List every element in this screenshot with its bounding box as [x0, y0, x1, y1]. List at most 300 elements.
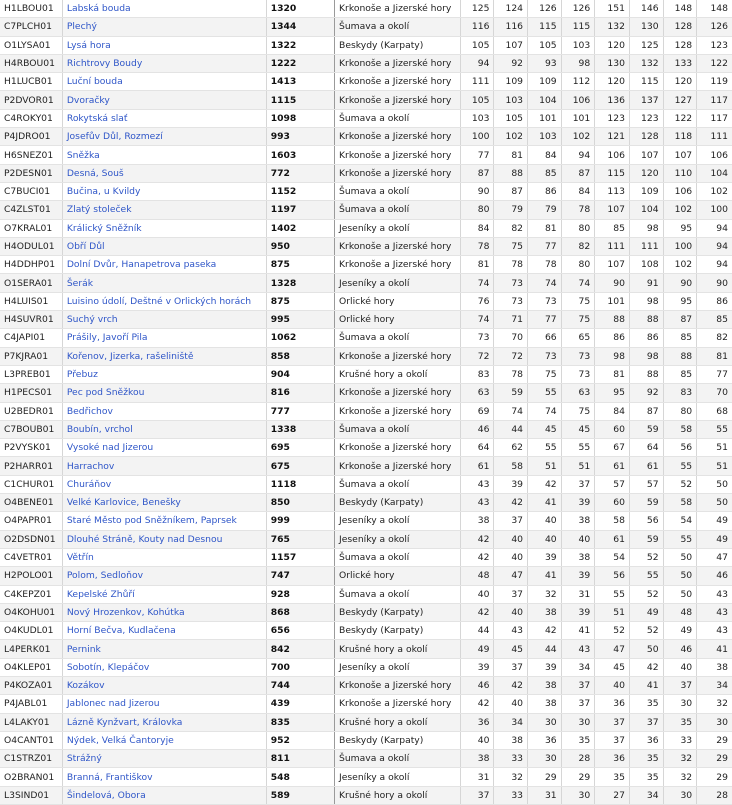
value-cell: 43 [561, 640, 595, 658]
value-cell: 37 [460, 786, 494, 804]
station-region: Šumava a okolí [335, 475, 461, 493]
value-cell: 49 [697, 512, 732, 530]
value-cell: 37 [561, 695, 595, 713]
station-code: P4JABL01 [0, 695, 62, 713]
station-altitude: 1152 [266, 182, 334, 200]
value-cell: 73 [494, 292, 528, 310]
value-cell: 52 [663, 475, 697, 493]
value-cell: 45 [494, 640, 528, 658]
value-cell: 50 [663, 548, 697, 566]
value-cell: 81 [460, 256, 494, 274]
value-cell: 28 [561, 750, 595, 768]
station-code: O4KUDL01 [0, 622, 62, 640]
value-cell: 56 [663, 439, 697, 457]
station-region: Beskydy (Karpaty) [335, 731, 461, 749]
station-name-link[interactable]: Pec pod Sněžkou [62, 384, 266, 402]
station-name-link[interactable]: Churáňov [62, 475, 266, 493]
value-cell: 70 [494, 329, 528, 347]
station-name-link[interactable]: Desná, Souš [62, 164, 266, 182]
value-cell: 39 [561, 494, 595, 512]
value-cell: 51 [697, 457, 732, 475]
value-cell: 41 [561, 622, 595, 640]
station-name-link[interactable]: Kořenov, Jizerka, rašeliniště [62, 347, 266, 365]
value-cell: 100 [697, 201, 732, 219]
value-cell: 44 [528, 640, 562, 658]
station-altitude: 993 [266, 128, 334, 146]
value-cell: 51 [697, 439, 732, 457]
station-region: Krušné hory a okolí [335, 640, 461, 658]
value-cell: 86 [629, 329, 663, 347]
value-cell: 42 [629, 658, 663, 676]
value-cell: 38 [528, 676, 562, 694]
value-cell: 50 [629, 640, 663, 658]
station-name-link[interactable]: Bedřichov [62, 402, 266, 420]
station-name-link[interactable]: Velké Karlovice, Benešky [62, 494, 266, 512]
value-cell: 42 [460, 530, 494, 548]
value-cell: 48 [663, 603, 697, 621]
value-cell: 43 [697, 622, 732, 640]
station-name-link[interactable]: Josefův Důl, Rozmezí [62, 128, 266, 146]
table-row [0, 54, 732, 72]
value-cell: 50 [697, 494, 732, 512]
station-name-link[interactable]: Polom, Sedloňov [62, 567, 266, 585]
station-name-link[interactable]: Staré Město pod Sněžníkem, Paprsek [62, 512, 266, 530]
value-cell: 121 [595, 128, 630, 146]
value-cell: 92 [629, 384, 663, 402]
table-row [0, 219, 732, 237]
value-cell: 41 [629, 676, 663, 694]
value-cell: 48 [460, 567, 494, 585]
station-code: P4JDRO01 [0, 128, 62, 146]
value-cell: 120 [595, 73, 630, 91]
station-altitude: 1344 [266, 18, 334, 36]
table-row [0, 622, 732, 640]
station-code: H4ODUL01 [0, 237, 62, 255]
station-altitude: 999 [266, 512, 334, 530]
station-name-link[interactable]: Branná, Františkov [62, 768, 266, 786]
value-cell: 86 [697, 292, 732, 310]
value-cell: 61 [595, 457, 630, 475]
station-name-link[interactable]: Rokytská slať [62, 109, 266, 127]
value-cell: 111 [460, 73, 494, 91]
station-code: H1PECS01 [0, 384, 62, 402]
value-cell: 115 [561, 18, 595, 36]
station-altitude: 1098 [266, 109, 334, 127]
value-cell: 38 [528, 695, 562, 713]
value-cell: 42 [528, 475, 562, 493]
station-name-link[interactable]: Přebuz [62, 365, 266, 383]
value-cell: 127 [663, 91, 697, 109]
value-cell: 88 [629, 365, 663, 383]
station-region: Krkonoše a Jizerské hory [335, 54, 461, 72]
table-row [0, 640, 732, 658]
station-altitude: 765 [266, 530, 334, 548]
value-cell: 125 [629, 36, 663, 54]
value-cell: 57 [629, 475, 663, 493]
value-cell: 130 [629, 18, 663, 36]
station-region: Krkonoše a Jizerské hory [335, 237, 461, 255]
station-name-link[interactable]: Lysá hora [62, 36, 266, 54]
station-region: Šumava a okolí [335, 585, 461, 603]
value-cell: 119 [697, 73, 732, 91]
value-cell: 66 [528, 329, 562, 347]
station-altitude: 875 [266, 256, 334, 274]
station-code: O2BRAN01 [0, 768, 62, 786]
value-cell: 36 [595, 750, 630, 768]
value-cell: 55 [663, 457, 697, 475]
station-code: L3SIND01 [0, 786, 62, 804]
value-cell: 55 [528, 439, 562, 457]
station-name-link[interactable]: Suchý vrch [62, 311, 266, 329]
value-cell: 55 [595, 585, 630, 603]
value-cell: 74 [460, 274, 494, 292]
value-cell: 55 [561, 439, 595, 457]
value-cell: 108 [629, 256, 663, 274]
value-cell: 46 [663, 640, 697, 658]
value-cell: 115 [629, 73, 663, 91]
value-cell: 64 [460, 439, 494, 457]
value-cell: 63 [561, 384, 595, 402]
value-cell: 42 [460, 548, 494, 566]
station-name-link[interactable]: Pernink [62, 640, 266, 658]
value-cell: 34 [494, 713, 528, 731]
station-altitude: 850 [266, 494, 334, 512]
station-name-link[interactable]: Horní Bečva, Kudlačena [62, 622, 266, 640]
station-region: Jeseníky a okolí [335, 219, 461, 237]
station-name-link[interactable]: Sněžka [62, 146, 266, 164]
table-row [0, 567, 732, 585]
value-cell: 58 [663, 420, 697, 438]
station-name-link[interactable]: Luční bouda [62, 73, 266, 91]
station-altitude: 1413 [266, 73, 334, 91]
value-cell: 42 [528, 622, 562, 640]
value-cell: 46 [460, 420, 494, 438]
station-name-link[interactable]: Nýdek, Velká Čantoryje [62, 731, 266, 749]
value-cell: 92 [494, 54, 528, 72]
table-row [0, 109, 732, 127]
value-cell: 40 [663, 658, 697, 676]
value-cell: 36 [528, 731, 562, 749]
value-cell: 40 [494, 603, 528, 621]
station-code: L4PERK01 [0, 640, 62, 658]
value-cell: 41 [697, 640, 732, 658]
station-name-link[interactable]: Dolní Dvůr, Hanapetrova paseka [62, 256, 266, 274]
value-cell: 39 [460, 658, 494, 676]
value-cell: 88 [494, 164, 528, 182]
value-cell: 31 [561, 585, 595, 603]
station-name-link[interactable]: Králický Sněžník [62, 219, 266, 237]
station-altitude: 1328 [266, 274, 334, 292]
station-name-link[interactable]: Zlatý stoleček [62, 201, 266, 219]
station-altitude: 589 [266, 786, 334, 804]
station-name-link[interactable]: Obří Důl [62, 237, 266, 255]
table-row [0, 548, 732, 566]
station-code: H1LBOU01 [0, 0, 62, 18]
station-region: Jeseníky a okolí [335, 512, 461, 530]
table-row [0, 603, 732, 621]
value-cell: 106 [663, 182, 697, 200]
value-cell: 106 [595, 146, 630, 164]
value-cell: 126 [528, 0, 562, 18]
station-code: O1LYSA01 [0, 36, 62, 54]
station-region: Šumava a okolí [335, 18, 461, 36]
station-code: H1LUCB01 [0, 73, 62, 91]
station-name-link[interactable]: Lázně Kynžvart, Královka [62, 713, 266, 731]
table-row [0, 731, 732, 749]
station-name-link[interactable]: Harrachov [62, 457, 266, 475]
value-cell: 74 [528, 402, 562, 420]
value-cell: 58 [595, 512, 630, 530]
station-name-link[interactable]: Kozákov [62, 676, 266, 694]
value-cell: 35 [629, 695, 663, 713]
value-cell: 55 [528, 384, 562, 402]
station-code: L3PREB01 [0, 365, 62, 383]
value-cell: 65 [561, 329, 595, 347]
station-region: Krušné hory a okolí [335, 365, 461, 383]
station-name-link[interactable]: Nový Hrozenkov, Kohútka [62, 603, 266, 621]
station-name-link[interactable]: Větřín [62, 548, 266, 566]
value-cell: 128 [629, 128, 663, 146]
value-cell: 103 [528, 128, 562, 146]
value-cell: 33 [494, 750, 528, 768]
table-row [0, 768, 732, 786]
value-cell: 111 [697, 128, 732, 146]
value-cell: 58 [494, 457, 528, 475]
value-cell: 44 [494, 420, 528, 438]
station-name-link[interactable]: Labská bouda [62, 0, 266, 18]
value-cell: 38 [494, 731, 528, 749]
station-name-link[interactable]: Luisino údolí, Deštné v Orlických horách [62, 292, 266, 310]
value-cell: 50 [697, 475, 732, 493]
table-row [0, 365, 732, 383]
value-cell: 106 [561, 91, 595, 109]
station-altitude: 1338 [266, 420, 334, 438]
value-cell: 133 [663, 54, 697, 72]
station-region: Šumava a okolí [335, 548, 461, 566]
value-cell: 49 [460, 640, 494, 658]
station-region: Krkonoše a Jizerské hory [335, 384, 461, 402]
value-cell: 81 [528, 219, 562, 237]
station-region: Jeseníky a okolí [335, 530, 461, 548]
value-cell: 30 [561, 713, 595, 731]
station-altitude: 777 [266, 402, 334, 420]
value-cell: 88 [663, 347, 697, 365]
station-altitude: 548 [266, 768, 334, 786]
value-cell: 32 [697, 695, 732, 713]
station-region: Krkonoše a Jizerské hory [335, 164, 461, 182]
value-cell: 31 [460, 768, 494, 786]
value-cell: 47 [697, 548, 732, 566]
value-cell: 42 [460, 695, 494, 713]
station-region: Orlické hory [335, 567, 461, 585]
station-altitude: 1157 [266, 548, 334, 566]
station-name-link[interactable]: Sobotín, Klepáčov [62, 658, 266, 676]
value-cell: 122 [663, 109, 697, 127]
station-code: P2HARR01 [0, 457, 62, 475]
station-name-link[interactable]: Šerák [62, 274, 266, 292]
value-cell: 136 [595, 91, 630, 109]
value-cell: 126 [561, 0, 595, 18]
station-code: P7KJRA01 [0, 347, 62, 365]
value-cell: 32 [663, 750, 697, 768]
value-cell: 52 [595, 622, 630, 640]
value-cell: 45 [595, 658, 630, 676]
station-name-link[interactable]: Kepelské Zhůří [62, 585, 266, 603]
table-row [0, 73, 732, 91]
value-cell: 104 [697, 164, 732, 182]
value-cell: 86 [595, 329, 630, 347]
station-name-link[interactable]: Dvoračky [62, 91, 266, 109]
value-cell: 102 [494, 128, 528, 146]
value-cell: 87 [629, 402, 663, 420]
station-region: Šumava a okolí [335, 182, 461, 200]
station-region: Krkonoše a Jizerské hory [335, 256, 461, 274]
value-cell: 38 [561, 548, 595, 566]
value-cell: 81 [595, 365, 630, 383]
station-name-link[interactable]: Prášily, Javoří Pila [62, 329, 266, 347]
value-cell: 126 [697, 18, 732, 36]
value-cell: 125 [460, 0, 494, 18]
value-cell: 67 [595, 439, 630, 457]
station-altitude: 928 [266, 585, 334, 603]
table-row [0, 530, 732, 548]
station-region: Jeseníky a okolí [335, 658, 461, 676]
station-name-link[interactable]: Dlouhé Stráně, Kouty nad Desnou [62, 530, 266, 548]
value-cell: 38 [697, 658, 732, 676]
station-name-link[interactable]: Strážný [62, 750, 266, 768]
value-cell: 82 [494, 219, 528, 237]
station-code: H4SUVR01 [0, 311, 62, 329]
value-cell: 85 [663, 329, 697, 347]
station-altitude: 952 [266, 731, 334, 749]
station-code: C4VETR01 [0, 548, 62, 566]
value-cell: 45 [528, 420, 562, 438]
value-cell: 87 [460, 164, 494, 182]
station-name-link[interactable]: Richtrovy Boudy [62, 54, 266, 72]
value-cell: 54 [663, 512, 697, 530]
station-code: P2VYSK01 [0, 439, 62, 457]
value-cell: 77 [697, 365, 732, 383]
value-cell: 81 [494, 146, 528, 164]
station-code: H4RBOU01 [0, 54, 62, 72]
table-row [0, 36, 732, 54]
value-cell: 38 [561, 512, 595, 530]
station-region: Krkonoše a Jizerské hory [335, 128, 461, 146]
value-cell: 61 [629, 457, 663, 475]
station-name-link[interactable]: Plechý [62, 18, 266, 36]
station-region: Šumava a okolí [335, 109, 461, 127]
station-altitude: 868 [266, 603, 334, 621]
station-altitude: 875 [266, 292, 334, 310]
value-cell: 84 [528, 146, 562, 164]
value-cell: 30 [561, 786, 595, 804]
station-code: O4BENE01 [0, 494, 62, 512]
value-cell: 106 [697, 146, 732, 164]
value-cell: 112 [561, 73, 595, 91]
value-cell: 37 [595, 713, 630, 731]
station-name-link[interactable]: Šindelová, Obora [62, 786, 266, 804]
station-code: O7KRAL01 [0, 219, 62, 237]
value-cell: 35 [561, 731, 595, 749]
value-cell: 95 [663, 219, 697, 237]
value-cell: 117 [697, 91, 732, 109]
value-cell: 105 [528, 36, 562, 54]
value-cell: 56 [629, 512, 663, 530]
value-cell: 102 [663, 256, 697, 274]
station-altitude: 858 [266, 347, 334, 365]
table-row [0, 457, 732, 475]
value-cell: 105 [460, 36, 494, 54]
value-cell: 46 [697, 567, 732, 585]
value-cell: 39 [528, 658, 562, 676]
value-cell: 130 [595, 54, 630, 72]
value-cell: 34 [697, 676, 732, 694]
value-cell: 107 [663, 146, 697, 164]
value-cell: 74 [460, 311, 494, 329]
value-cell: 41 [528, 567, 562, 585]
value-cell: 74 [494, 402, 528, 420]
value-cell: 95 [663, 292, 697, 310]
value-cell: 72 [494, 347, 528, 365]
value-cell: 49 [697, 530, 732, 548]
station-altitude: 904 [266, 365, 334, 383]
value-cell: 55 [697, 420, 732, 438]
station-region: Orlické hory [335, 311, 461, 329]
station-region: Beskydy (Karpaty) [335, 36, 461, 54]
station-code: L4LAKY01 [0, 713, 62, 731]
station-code: U2BEDR01 [0, 402, 62, 420]
station-code: O4KOHU01 [0, 603, 62, 621]
value-cell: 98 [629, 219, 663, 237]
value-cell: 39 [528, 548, 562, 566]
value-cell: 35 [663, 713, 697, 731]
value-cell: 77 [528, 237, 562, 255]
value-cell: 30 [663, 695, 697, 713]
value-cell: 94 [697, 237, 732, 255]
station-name-link[interactable]: Vysoké nad Jizerou [62, 439, 266, 457]
station-name-link[interactable]: Bučina, u Kvildy [62, 182, 266, 200]
value-cell: 40 [595, 676, 630, 694]
station-name-link[interactable]: Jablonec nad Jizerou [62, 695, 266, 713]
value-cell: 103 [561, 36, 595, 54]
station-code: C7BOUB01 [0, 420, 62, 438]
value-cell: 37 [494, 658, 528, 676]
value-cell: 39 [494, 475, 528, 493]
value-cell: 59 [629, 420, 663, 438]
station-code: C1CHUR01 [0, 475, 62, 493]
station-code: O4KLEP01 [0, 658, 62, 676]
value-cell: 104 [528, 91, 562, 109]
value-cell: 29 [697, 768, 732, 786]
value-cell: 102 [697, 182, 732, 200]
value-cell: 55 [629, 567, 663, 585]
table-row [0, 146, 732, 164]
value-cell: 69 [460, 402, 494, 420]
station-code: C4ROKY01 [0, 109, 62, 127]
value-cell: 37 [494, 512, 528, 530]
station-altitude: 439 [266, 695, 334, 713]
value-cell: 120 [663, 73, 697, 91]
value-cell: 33 [663, 731, 697, 749]
value-cell: 42 [494, 494, 528, 512]
station-name-link[interactable]: Boubín, vrchol [62, 420, 266, 438]
value-cell: 51 [595, 603, 630, 621]
value-cell: 118 [663, 128, 697, 146]
value-cell: 75 [528, 365, 562, 383]
value-cell: 43 [494, 622, 528, 640]
value-cell: 104 [629, 201, 663, 219]
value-cell: 59 [629, 530, 663, 548]
